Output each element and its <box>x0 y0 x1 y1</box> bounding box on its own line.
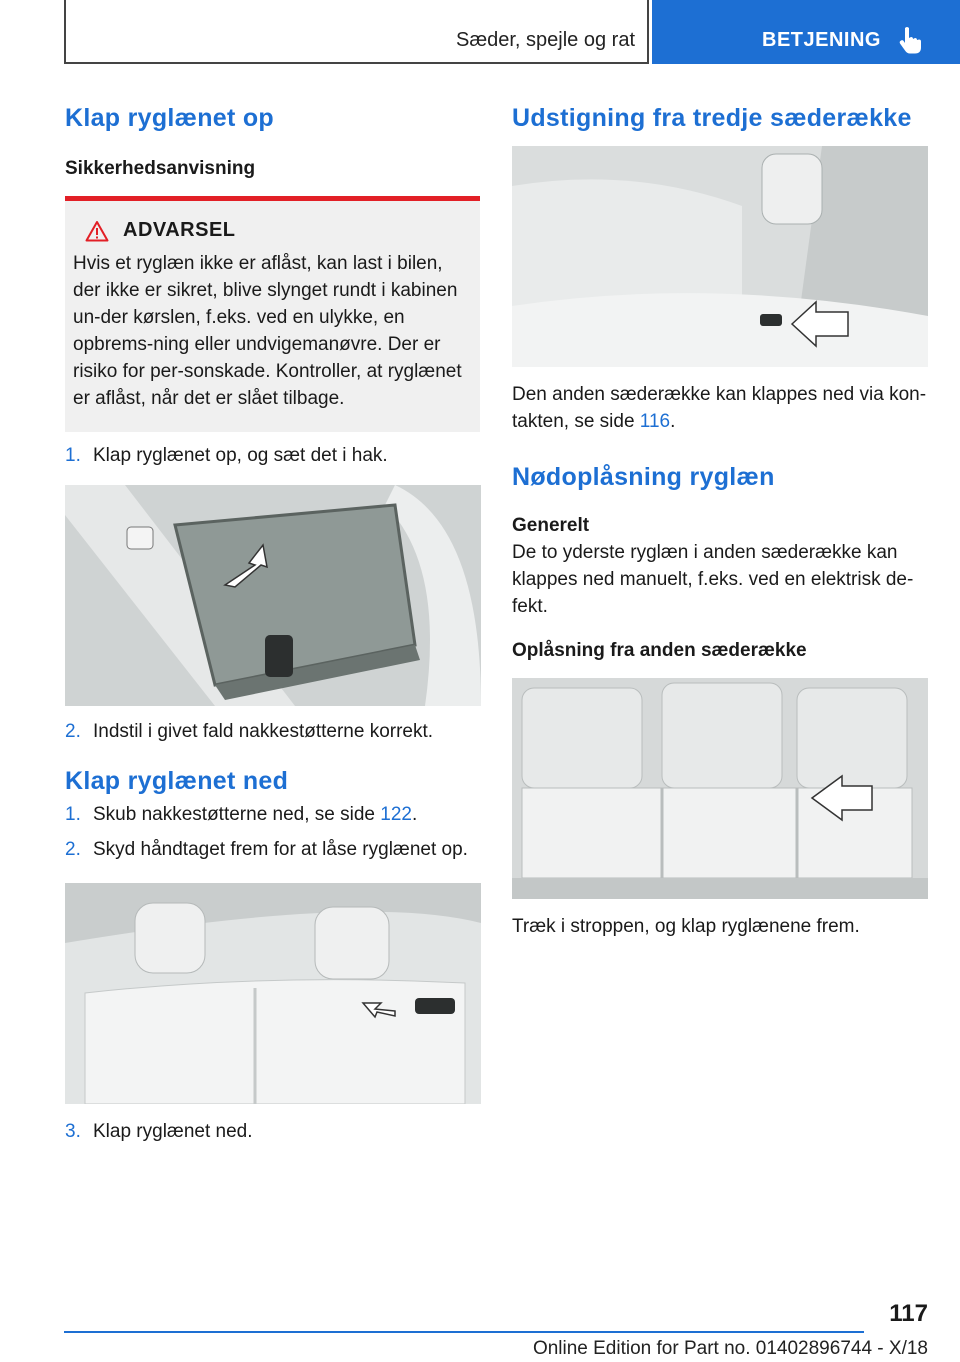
hand-pointer-icon <box>898 26 924 54</box>
footer-edition: Online Edition for Part no. 01402896744 - X/18 <box>532 1338 928 1359</box>
heading-exit-third-row: Udstigning fra tredje sæderække <box>512 104 912 132</box>
header-section-title: Sæder, spejle og rat <box>456 29 635 51</box>
page-number: 117 <box>889 1300 928 1327</box>
right-column <box>512 100 928 940</box>
list-item: 3. Klap ryglænet ned. <box>65 1121 253 1142</box>
heading-emergency-unlock: Nødoplåsning ryglæn <box>512 463 775 491</box>
figure-backrest-up <box>65 485 481 706</box>
figure-second-row-switch <box>512 146 928 367</box>
header-chapter-title: BETJENING <box>762 29 881 51</box>
fold-up-steps-a <box>65 442 480 469</box>
fold-down-steps-a <box>65 801 480 863</box>
warning-text: Hvis et ryglæn ikke er aflåst, kan last i bilen, der ikke er sikret, blive slynget rundt i kabinen un-der kørslen, f.eks. ved en ulykke, en opbrems-ning eller undvigemanøvre. Der er risiko for per-sonskade. Kontroller, at ryglænet er aflåst, når det er slået tilbage. <box>73 253 462 409</box>
figure-strap-pull <box>512 678 928 899</box>
exit-paragraph: Den anden sæderække kan klappes ned via kon-takten, se side 116. <box>512 384 927 432</box>
header-chapter-tab[interactable] <box>652 0 960 64</box>
heading-unlock-second-row: Oplåsning fra anden sæderække <box>512 640 807 661</box>
warning-box <box>65 196 480 432</box>
general-paragraph: De to yderste ryglæn i anden sæderække kan klappes ned manuelt, f.eks. ved en elektrisk de-fekt. <box>512 542 914 617</box>
header-section-box <box>64 0 649 64</box>
footer-divider <box>64 1331 864 1333</box>
heading-fold-down: Klap ryglænet ned <box>65 767 289 795</box>
heading-safety: Sikkerhedsanvisning <box>65 158 256 179</box>
figure-backrest-down <box>65 883 481 1104</box>
list-item: 1. Skub nakkestøtterne ned, se side 122. <box>65 804 418 825</box>
left-column <box>65 100 480 1145</box>
fold-up-steps-b <box>65 718 480 745</box>
warning-title: ADVARSEL <box>123 219 236 241</box>
heading-general: Generelt <box>512 515 590 536</box>
page-link-116[interactable]: 116 <box>639 411 671 432</box>
page-link-122[interactable]: 122 <box>380 804 412 825</box>
list-item: 2. Skyd håndtaget frem for at låse ryglænet op. <box>65 839 468 860</box>
fold-down-steps-b <box>65 1118 480 1145</box>
list-item: 2. Indstil i givet fald nakkestøtterne korrekt. <box>65 721 434 742</box>
pull-strap-paragraph: Træk i stroppen, og klap ryglænene frem. <box>512 916 860 937</box>
heading-fold-up: Klap ryglænet op <box>65 104 274 132</box>
list-item: 1. Klap ryglænet op, og sæt det i hak. <box>65 445 388 466</box>
warning-triangle-icon <box>85 220 109 242</box>
